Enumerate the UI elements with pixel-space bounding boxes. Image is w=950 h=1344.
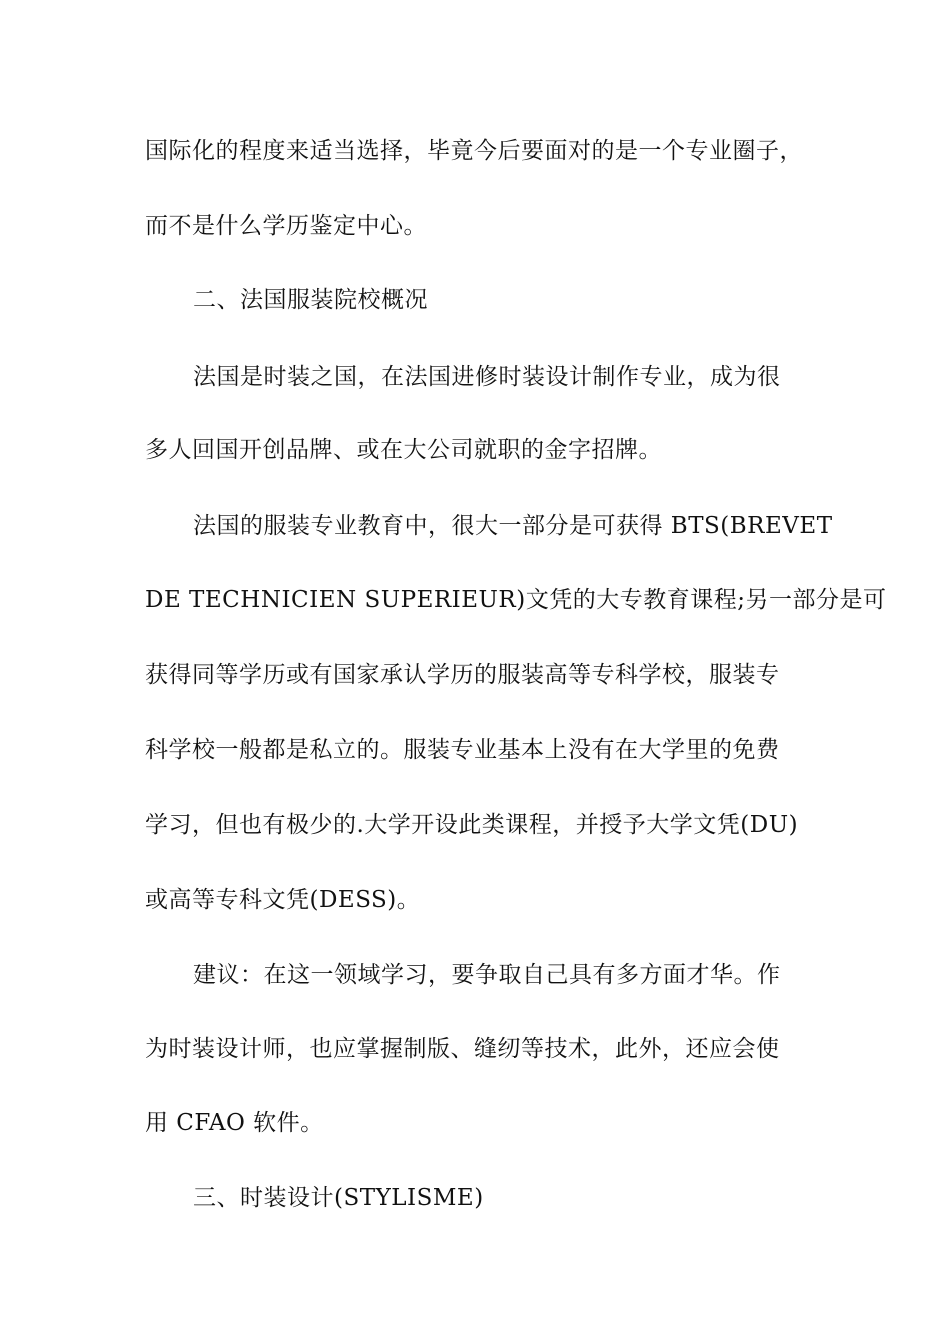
text-line: 或高等专科文凭(DESS)。	[145, 887, 421, 913]
text-line: 学习，但也有极少的.大学开设此类课程，并授予大学文凭(DU)	[145, 812, 799, 838]
text-line: 多人回国开创品牌、或在大公司就职的金字招牌。	[145, 437, 662, 463]
text-line: 用 CFAO 软件。	[145, 1110, 324, 1136]
section-heading: 二、法国服装院校概况	[193, 287, 428, 313]
text-line: 而不是什么学历鉴定中心。	[145, 213, 427, 239]
text-line: DE TECHNICIEN SUPERIEUR)文凭的大专教育课程;另一部分是可	[145, 587, 887, 613]
text-line: 为时装设计师，也应掌握制版、缝纫等技术，此外，还应会使	[145, 1036, 780, 1062]
text-line: 科学校一般都是私立的。服装专业基本上没有在大学里的免费	[145, 737, 780, 763]
text-line: 法国的服装专业教育中，很大一部分是可获得 BTS(BREVET	[193, 513, 833, 539]
text-line: 获得同等学历或有国家承认学历的服装高等专科学校，服装专	[145, 662, 780, 688]
text-line: 国际化的程度来适当选择，毕竟今后要面对的是一个专业圈子，	[145, 138, 803, 164]
text-line: 建议：在这一领域学习，要争取自己具有多方面才华。作	[193, 962, 781, 988]
text-line: 法国是时装之国，在法国进修时装设计制作专业，成为很	[193, 364, 781, 390]
section-heading: 三、时装设计(STYLISME)	[193, 1185, 484, 1211]
